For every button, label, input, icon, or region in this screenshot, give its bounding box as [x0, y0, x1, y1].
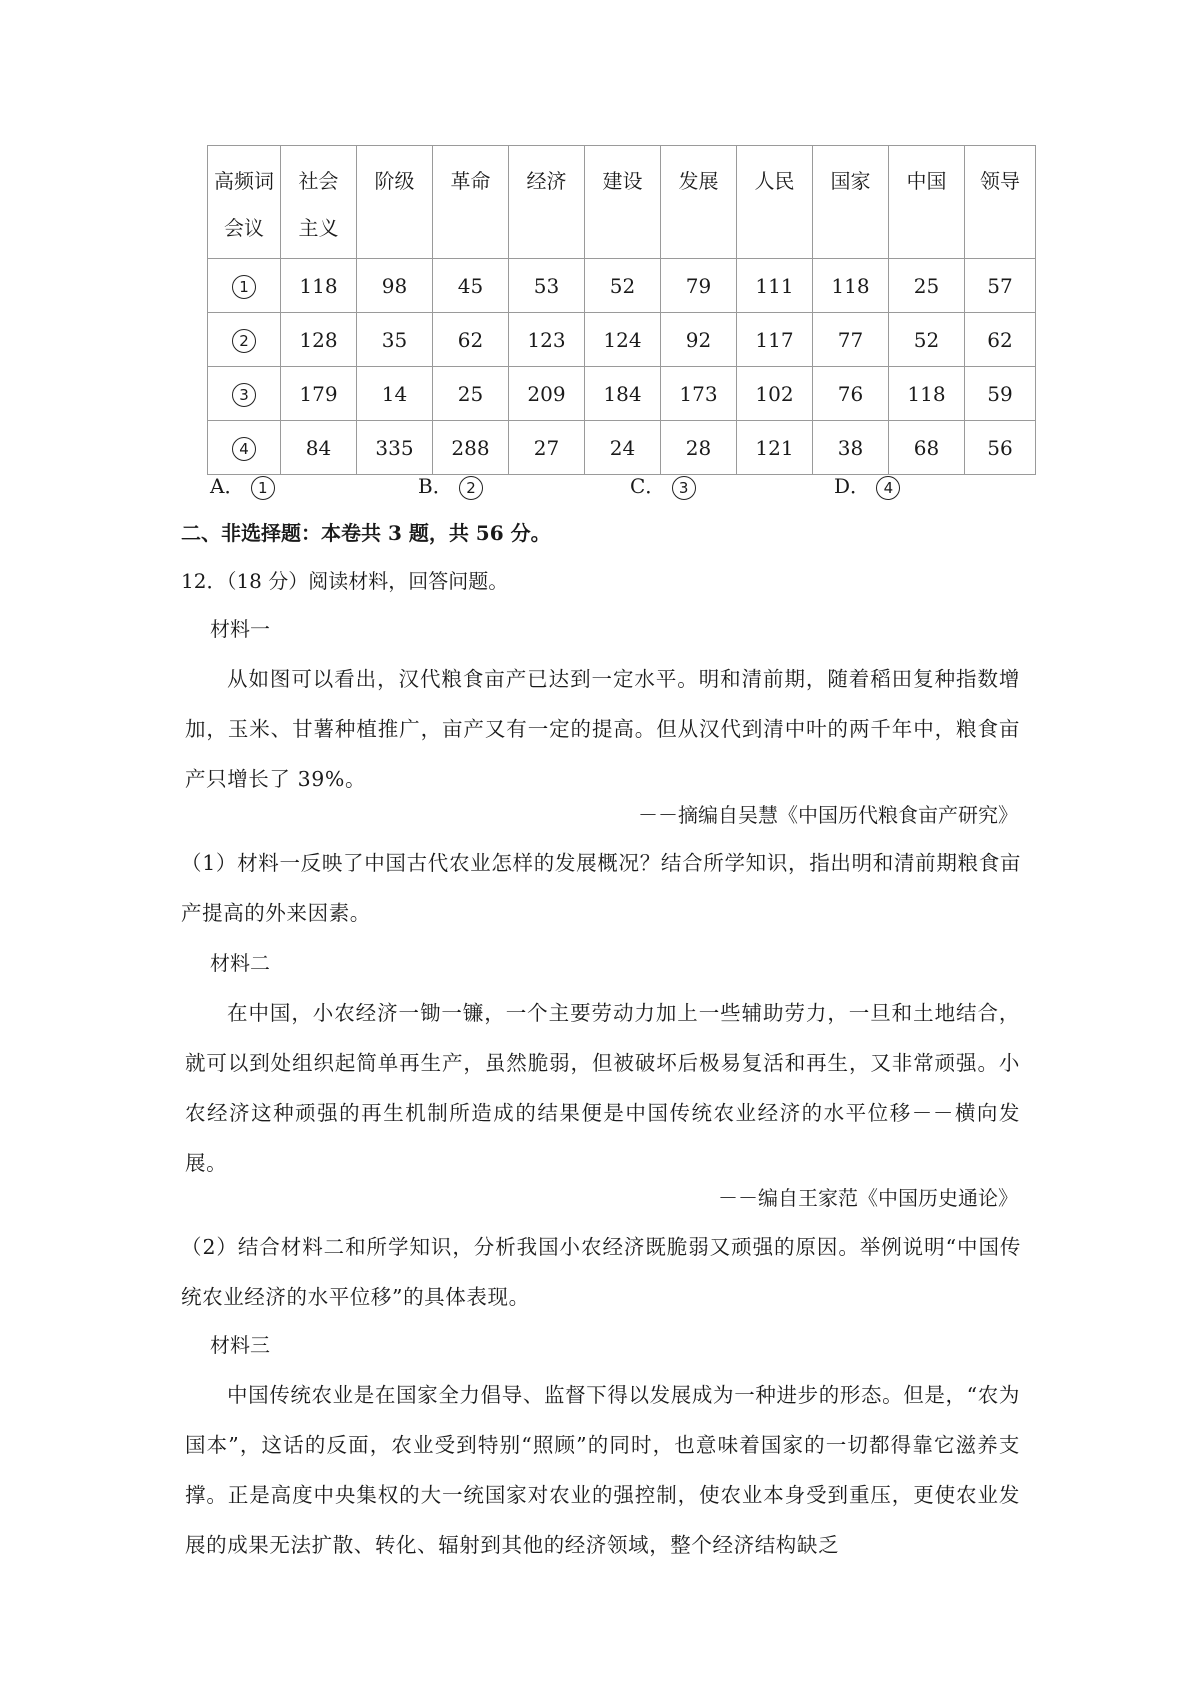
- header-cell: 建设: [585, 146, 661, 259]
- header-cell: 革命: [433, 146, 509, 259]
- option-letter: B．: [418, 474, 453, 498]
- row-label: [208, 313, 281, 367]
- option-letter: A．: [210, 474, 245, 498]
- table-cell: 76: [813, 367, 889, 421]
- table-cell: 117: [737, 313, 813, 367]
- table-cell: 53: [509, 259, 585, 313]
- table-cell: 179: [281, 367, 357, 421]
- table-cell: 123: [509, 313, 585, 367]
- circled-number: 1: [251, 476, 275, 500]
- table-header-row: [208, 146, 1036, 259]
- table-row: [208, 259, 1036, 313]
- table-cell: 118: [889, 367, 965, 421]
- material-title: 材料三: [210, 1333, 270, 1357]
- sub-question: （2）结合材料二和所学知识，分析我国小农经济既脆弱又顽强的原因。举例说明“中国传统农业经济的水平位移”的具体表现。: [181, 1235, 1021, 1309]
- header-cell: 经济: [509, 146, 585, 259]
- table-cell: 56: [965, 421, 1036, 475]
- table-cell: 118: [281, 259, 357, 313]
- header-cell: 国家: [813, 146, 889, 259]
- table-cell: 38: [813, 421, 889, 475]
- table-cell: 59: [965, 367, 1036, 421]
- table-cell: 79: [661, 259, 737, 313]
- option-letter: C．: [630, 474, 666, 498]
- table-cell: 84: [281, 421, 357, 475]
- row-label: [208, 259, 281, 313]
- question-stem: 12．（18 分）阅读材料，回答问题。: [181, 569, 509, 593]
- material-text: 中国传统农业是在国家全力倡导、监督下得以发展成为一种进步的形态。但是，“农为国本”，这话的反面，农业受到特别“照顾”的同时，也意味着国家的一切都得靠它滋养支撑。正是高度中央集权的大一统国家对农业的强控制，使农业本身受到重压，更使农业发展的成果无法扩散、转化、辐射到其他的经济领域，整个经济结构缺乏: [185, 1383, 1020, 1557]
- option-c[interactable]: [630, 470, 696, 500]
- table-cell: 335: [357, 421, 433, 475]
- table-cell: 62: [433, 313, 509, 367]
- option-a[interactable]: [210, 470, 275, 500]
- header-text: 高频词: [214, 169, 274, 193]
- frequency-table: [207, 145, 1036, 475]
- table-cell: 45: [433, 259, 509, 313]
- table-cell: 25: [433, 367, 509, 421]
- table-cell: 14: [357, 367, 433, 421]
- circled-number: 2: [232, 329, 256, 353]
- circled-number: 1: [232, 275, 256, 299]
- material-title: 材料一: [210, 617, 270, 641]
- table-cell: 52: [585, 259, 661, 313]
- sub-question: （1）材料一反映了中国古代农业怎样的发展概况？结合所学知识，指出明和清前期粮食亩产提高的外来因素。: [181, 851, 1021, 925]
- header-text: 主义: [298, 216, 339, 240]
- circled-number: 2: [459, 476, 483, 500]
- table-cell: 25: [889, 259, 965, 313]
- table-cell: 121: [737, 421, 813, 475]
- circled-number: 4: [876, 476, 900, 500]
- header-cell: 发展: [661, 146, 737, 259]
- material-text: 在中国，小农经济一锄一镰，一个主要劳动力加上一些辅助劳力，一旦和土地结合，就可以到处组织起简单再生产，虽然脆弱，但被破坏后极易复活和再生，又非常顽强。小农经济这种顽强的再生机制所造成的结果便是中国传统农业经济的水平位移－－横向发展。: [185, 1001, 1020, 1175]
- section-title: 二、非选择题：本卷共 3 题，共 56 分。: [181, 521, 551, 545]
- table-cell: 184: [585, 367, 661, 421]
- table-cell: 62: [965, 313, 1036, 367]
- table-cell: 209: [509, 367, 585, 421]
- header-cell: 中国: [889, 146, 965, 259]
- table-cell: 124: [585, 313, 661, 367]
- table-cell: 52: [889, 313, 965, 367]
- table-cell: 128: [281, 313, 357, 367]
- table-cell: 27: [509, 421, 585, 475]
- table-cell: 35: [357, 313, 433, 367]
- table-cell: 77: [813, 313, 889, 367]
- row-label: [208, 367, 281, 421]
- header-text: 会议: [224, 216, 264, 240]
- material-source: －－摘编自吴慧《中国历代粮食亩产研究》: [638, 803, 1018, 827]
- table-cell: 68: [889, 421, 965, 475]
- table-cell: 118: [813, 259, 889, 313]
- option-b[interactable]: [418, 470, 483, 500]
- material-text: 从如图可以看出，汉代粮食亩产已达到一定水平。明和清前期，随着稻田复种指数增加，玉米、甘薯种植推广，亩产又有一定的提高。但从汉代到清中叶的两千年中，粮食亩产只增长了 39%。: [185, 667, 1020, 791]
- header-cell: 阶级: [357, 146, 433, 259]
- header-cell: 领导: [965, 146, 1036, 259]
- header-cell: [281, 146, 357, 259]
- circled-number: 3: [232, 383, 256, 407]
- circled-number: 3: [672, 476, 696, 500]
- material-title: 材料二: [210, 951, 270, 975]
- table-row: [208, 313, 1036, 367]
- table-cell: 28: [661, 421, 737, 475]
- circled-number: 4: [232, 437, 256, 461]
- header-cell: 人民: [737, 146, 813, 259]
- table-cell: 24: [585, 421, 661, 475]
- table-cell: 92: [661, 313, 737, 367]
- table-row: [208, 421, 1036, 475]
- header-text: 社会: [298, 169, 339, 193]
- table-cell: 57: [965, 259, 1036, 313]
- row-label: [208, 421, 281, 475]
- header-cell-corner: [208, 146, 281, 259]
- table-cell: 102: [737, 367, 813, 421]
- table-row: [208, 367, 1036, 421]
- table-cell: 173: [661, 367, 737, 421]
- material-source: －－编自王家范《中国历史通论》: [718, 1186, 1018, 1210]
- table-cell: 111: [737, 259, 813, 313]
- option-d[interactable]: [834, 470, 900, 500]
- option-letter: D．: [834, 474, 871, 498]
- table-cell: 98: [357, 259, 433, 313]
- table-cell: 288: [433, 421, 509, 475]
